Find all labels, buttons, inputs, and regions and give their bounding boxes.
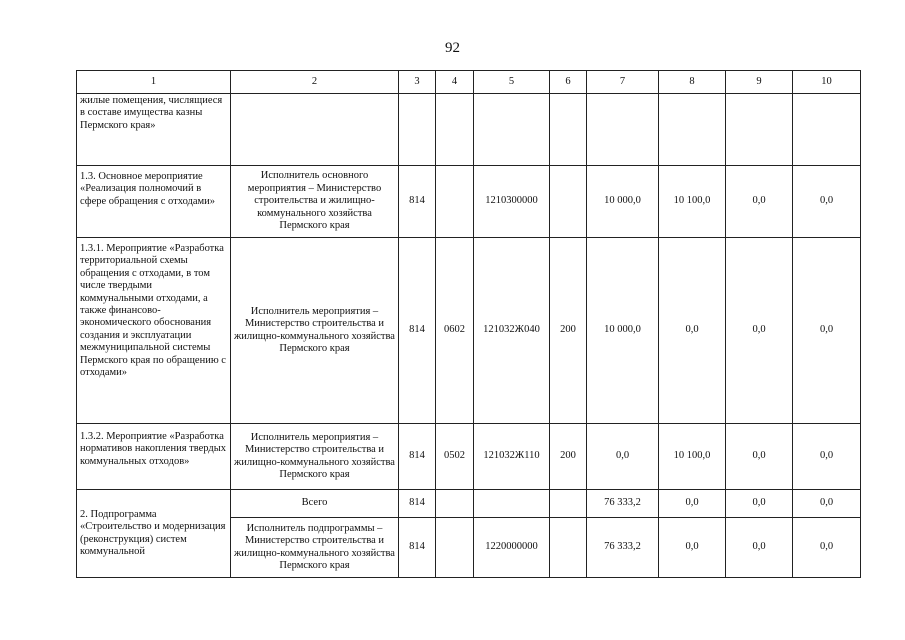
executor-cell xyxy=(231,94,399,166)
amount-cell: 10 100,0 xyxy=(659,166,726,238)
expense-type-cell xyxy=(550,490,587,518)
target-item-cell: 121032Ж040 xyxy=(474,238,550,424)
column-header: 5 xyxy=(474,71,550,94)
column-header: 6 xyxy=(550,71,587,94)
grbs-cell: 814 xyxy=(399,166,436,238)
amount-cell: 0,0 xyxy=(726,490,793,518)
amount-cell xyxy=(793,94,861,166)
amount-cell xyxy=(659,94,726,166)
column-header: 8 xyxy=(659,71,726,94)
target-item-cell xyxy=(474,490,550,518)
column-header: 7 xyxy=(587,71,659,94)
amount-cell: 0,0 xyxy=(726,166,793,238)
budget-table xyxy=(76,70,861,578)
column-header: 4 xyxy=(436,71,474,94)
subprogram-name-cell: 2. Подпрограмма «Строительство и модернизация (реконструкция) систем коммунальной xyxy=(77,490,231,578)
amount-cell: 0,0 xyxy=(726,424,793,490)
activity-name-cell: жилые помещения, числящиеся в составе имущества казны Пермского края» xyxy=(77,94,231,166)
expense-type-cell xyxy=(550,94,587,166)
amount-cell: 10 000,0 xyxy=(587,166,659,238)
amount-cell: 0,0 xyxy=(793,490,861,518)
executor-cell: Всего xyxy=(231,490,399,518)
amount-cell: 0,0 xyxy=(793,166,861,238)
executor-cell: Исполнитель мероприятия – Министерство строительства и жилищно-коммунального хозяйства Пермского края xyxy=(231,424,399,490)
amount-cell: 0,0 xyxy=(726,518,793,578)
amount-cell: 0,0 xyxy=(659,518,726,578)
column-header: 1 xyxy=(77,71,231,94)
grbs-cell xyxy=(399,94,436,166)
section-cell xyxy=(436,166,474,238)
amount-cell: 10 000,0 xyxy=(587,238,659,424)
activity-name-cell: 1.3.1. Мероприятие «Разработка территориальной схемы обращения с отходами, в том числе твердыми коммунальными отходами, а также финансово-экономического обоснования создания и эксплуатации межмуниципальной системы Пермского края по обращению с отходами» xyxy=(77,238,231,424)
amount-cell: 0,0 xyxy=(726,238,793,424)
target-item-cell: 1220000000 xyxy=(474,518,550,578)
amount-cell: 0,0 xyxy=(793,518,861,578)
table-header-row xyxy=(77,71,861,94)
amount-cell: 0,0 xyxy=(659,238,726,424)
activity-name-cell: 1.3. Основное мероприятие «Реализация полномочий в сфере обращения с отходами» xyxy=(77,166,231,238)
subprogram-total-row xyxy=(77,490,861,518)
executor-cell: Исполнитель мероприятия – Министерство строительства и жилищно-коммунального хозяйства Пермского края xyxy=(231,238,399,424)
amount-cell: 76 333,2 xyxy=(587,490,659,518)
expense-type-cell xyxy=(550,166,587,238)
table-row xyxy=(77,424,861,490)
expense-type-cell: 200 xyxy=(550,424,587,490)
page-number: 92 xyxy=(445,40,460,56)
grbs-cell: 814 xyxy=(399,424,436,490)
amount-cell: 0,0 xyxy=(587,424,659,490)
column-header: 10 xyxy=(793,71,861,94)
section-cell: 0602 xyxy=(436,238,474,424)
table-row xyxy=(77,238,861,424)
grbs-cell: 814 xyxy=(399,238,436,424)
target-item-cell xyxy=(474,94,550,166)
column-header: 2 xyxy=(231,71,399,94)
section-cell xyxy=(436,94,474,166)
amount-cell: 76 333,2 xyxy=(587,518,659,578)
section-cell xyxy=(436,490,474,518)
amount-cell: 0,0 xyxy=(793,424,861,490)
grbs-cell: 814 xyxy=(399,490,436,518)
section-cell: 0502 xyxy=(436,424,474,490)
grbs-cell: 814 xyxy=(399,518,436,578)
target-item-cell: 1210300000 xyxy=(474,166,550,238)
column-header: 9 xyxy=(726,71,793,94)
activity-name-cell: 1.3.2. Мероприятие «Разработка нормативов накопления твердых коммунальных отходов» xyxy=(77,424,231,490)
executor-cell: Исполнитель подпрограммы – Министерство строительства и жилищно-коммунального хозяйства Пермского края xyxy=(231,518,399,578)
expense-type-cell: 200 xyxy=(550,238,587,424)
section-cell xyxy=(436,518,474,578)
expense-type-cell xyxy=(550,518,587,578)
amount-cell xyxy=(587,94,659,166)
amount-cell: 0,0 xyxy=(659,490,726,518)
target-item-cell: 121032Ж110 xyxy=(474,424,550,490)
amount-cell: 0,0 xyxy=(793,238,861,424)
amount-cell: 10 100,0 xyxy=(659,424,726,490)
executor-cell: Исполнитель основного мероприятия – Министерство строительства и жилищно-коммунального хозяйства Пермского края xyxy=(231,166,399,238)
table-row xyxy=(77,166,861,238)
amount-cell xyxy=(726,94,793,166)
table-row xyxy=(77,94,861,166)
column-header: 3 xyxy=(399,71,436,94)
